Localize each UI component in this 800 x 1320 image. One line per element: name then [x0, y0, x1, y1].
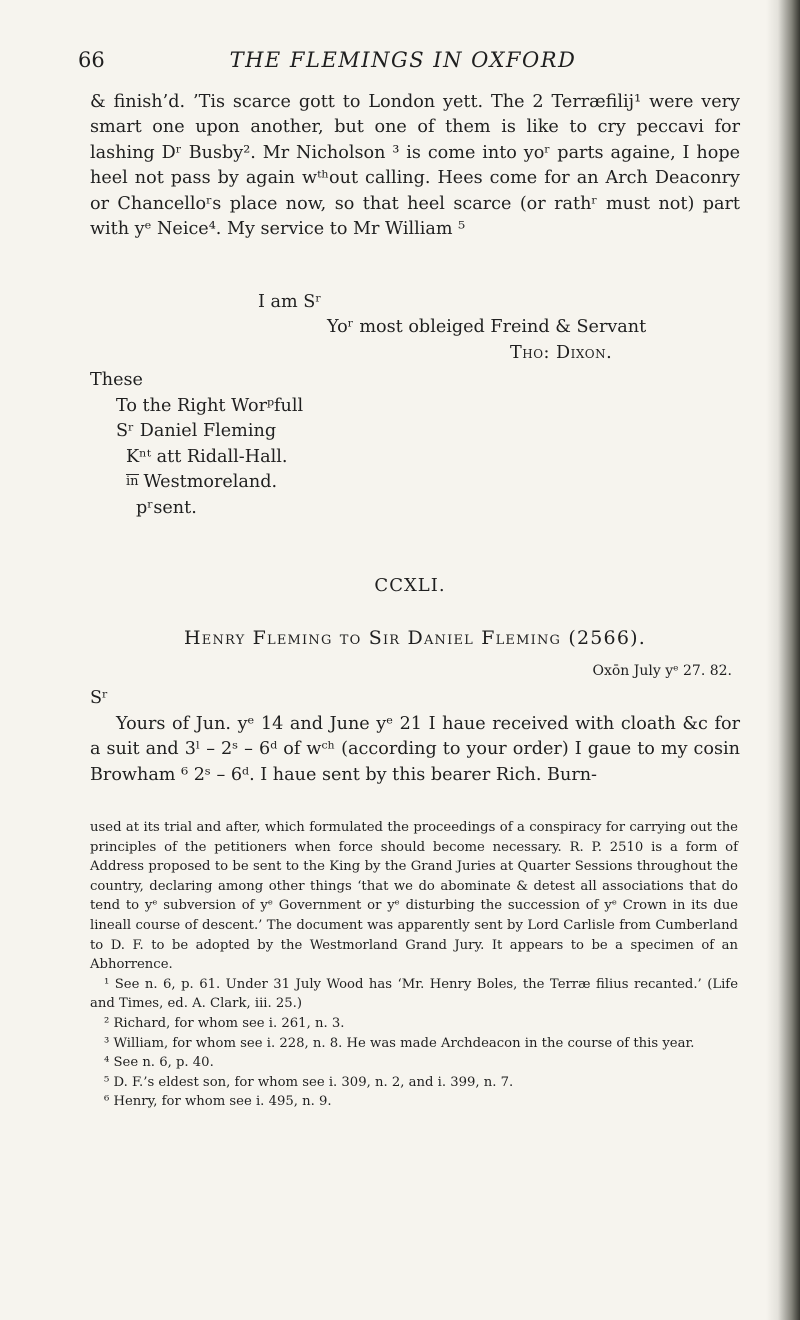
footnote-continuation: used at its trial and after, which formulated the proceedings of a conspiracy for carrying out the principles of the petitioners when force should become necessary. R. P. 2510 is a form of Address proposed to be sent to the King by the Grand Juries at Quarter Sessions throughout the country, declaring among other things ‘that we do abominate & detest all associations that do tend to yᵉ subversion of yᵉ Government or yᵉ disturbing the succession of yᵉ Crown in its due lineall course of descent.’ The document was apparently sent by Lord Carlisle from Cumberland to D. F. to be adopted by the Westmorland Grand Jury. It appears to be a specimen of an Abhorrence. [90, 820, 738, 973]
salutation: Sʳ [90, 688, 109, 708]
address-line: To the Right Worᵖfull [116, 395, 304, 416]
footnote: ⁵ D. F.’s eldest son, for whom see i. 309, n. 2, and i. 399, n. 7. [104, 1074, 514, 1090]
running-head [78, 48, 728, 78]
letter-closing [90, 290, 740, 366]
letter-number: CCXLI. [374, 575, 446, 596]
closing-line: Yoʳ most obleiged Freind & Servant [327, 317, 647, 338]
running-title: THE FLEMINGS IN OXFORD [229, 48, 577, 72]
address-line: Kⁿᵗ att Ridall-Hall. [126, 446, 288, 467]
letter-address [90, 368, 303, 522]
footnote: ² Richard, for whom see i. 261, n. 3. [104, 1015, 345, 1031]
closing-line: I am Sʳ [258, 292, 322, 312]
letter-paragraph: & finish’d. ’Tis scarce gott to London yett. The 2 Terræfilij¹ were very smart one upon another, but one of them is like to cry peccavi for lashing Dʳ Busby². Mr Nicholson ³ is come into yoʳ parts againe, I hope heel not pass by again wᵗʰout calling. Hees come for an Arch Deaconry or Chancelloʳs place now, so that heel scarce (or rathʳ must not) part with yᵉ Neice⁴. My service to Mr William ⁵ [90, 92, 740, 240]
letter-paragraph: Yours of Jun. yᵉ 14 and June yᵉ 21 I haue received with cloath &c for a suit and 3ˡ – 2ˢ – 6ᵈ of wᶜʰ (according to your order) I gaue to my cosin Browham ⁶ 2ˢ – 6ᵈ. I haue sent by this bearer Rich. Burn- [90, 714, 740, 785]
letter-heading: Henry Fleming to Sir Daniel Fleming (2566). [183, 627, 646, 649]
page-edge-shadow [766, 0, 800, 1320]
footnote: ⁴ See n. 6, p. 40. [104, 1055, 214, 1071]
address-line: pʳsent. [136, 497, 197, 518]
footnotes [90, 818, 738, 1112]
dateline: Oxōn July yᵉ 27. 82. [592, 663, 732, 679]
address-line: Sʳ Daniel Fleming [116, 421, 277, 442]
footnote: ³ William, for whom see i. 228, n. 8. He was made Archdeacon in the course of this year. [104, 1035, 695, 1051]
letter-body [90, 90, 740, 242]
page-number: 66 [78, 48, 105, 72]
address-line: These [90, 370, 143, 390]
footnote: ¹ See n. 6, p. 61. Under 31 July Wood has ‘Mr. Henry Boles, the Terræ filius recanted.’ (Life and Times, ed. A. Clark, iii. 25.) [90, 976, 738, 1012]
address-line: in Westmoreland. [126, 472, 278, 493]
abbreviation-glyph: in [126, 474, 139, 490]
letter-body-second [90, 712, 740, 788]
footnote: ⁶ Henry, for whom see i. 495, n. 9. [104, 1094, 332, 1110]
signature: Tho: Dixon. [510, 342, 613, 363]
